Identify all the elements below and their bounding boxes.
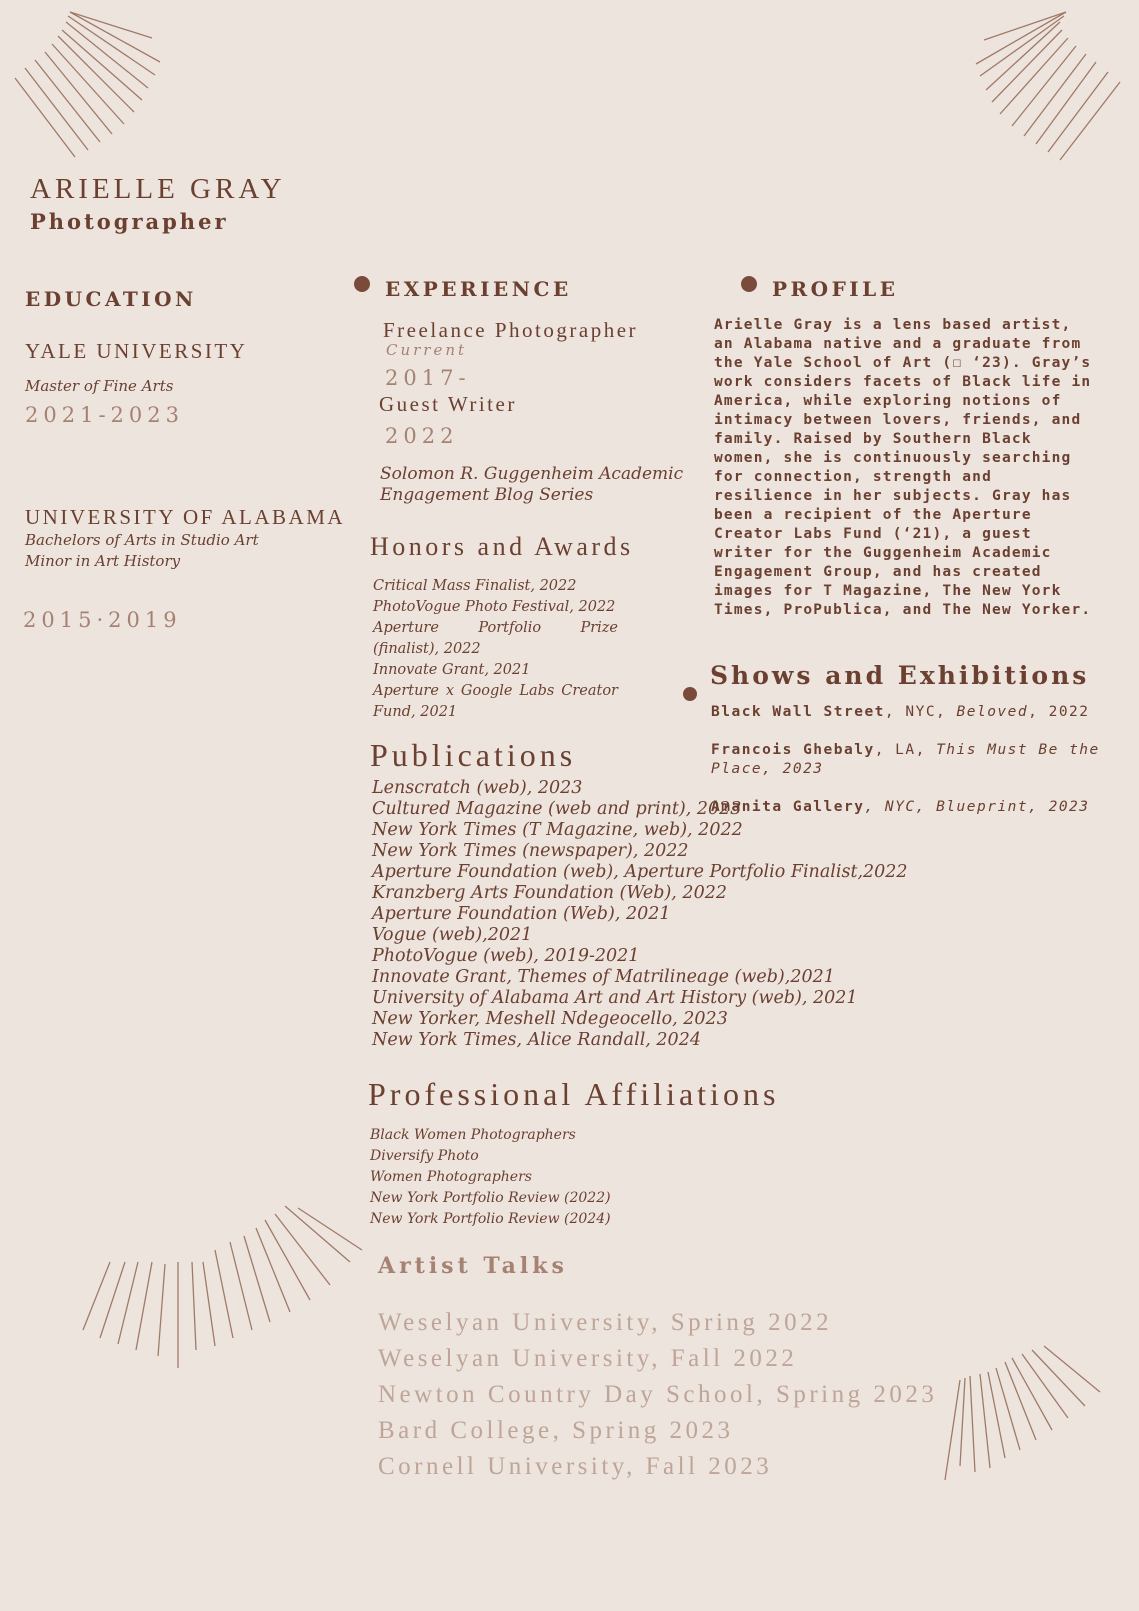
- affiliations-list: [370, 1125, 611, 1230]
- list-item: Innovate Grant, 2021: [373, 662, 531, 678]
- show-place: , LA,: [874, 742, 937, 758]
- list-item: University of Alabama Art and Art History (web), 2021: [372, 988, 858, 1008]
- shows-bullet-icon: [683, 687, 697, 701]
- profile-text: Arielle Gray is a lens based artist, an Alabama native and a graduate from the Yale School of Art (☐ ‘23). Gray’s work considers facets of Black life in America, while exploring notions of intimacy between lovers, friends, and family. Raised by Southern Black women, she is continuously searching for connection, strength and resilience in her subjects. Gray has been a recipient of the Aperture Creator Labs Fund (‘21), a guest writer for the Guggenheim Academic Engagement Group, and has created images for T Magazine, The New York Times, ProPublica, and The New Yorker.: [714, 317, 1092, 618]
- list-item: Black Women Photographers: [370, 1127, 576, 1143]
- education-heading: EDUCATION: [25, 287, 197, 311]
- list-item: Weselyan University, Spring 2022: [378, 1309, 833, 1336]
- experience-org: Solomon R. Guggenheim Academic: [380, 464, 684, 484]
- list-item: Cultured Magazine (web and print), 2023: [372, 799, 742, 819]
- show-year: , 2023: [1028, 799, 1090, 815]
- show-place: , NYC,: [864, 799, 937, 815]
- experience-role: Freelance Photographer: [383, 318, 639, 342]
- list-item: PhotoVogue Photo Festival, 2022: [373, 599, 616, 615]
- experience-role: Guest Writer: [379, 392, 517, 416]
- list-item: New York Portfolio Review (2022): [370, 1190, 611, 1206]
- education-school-name: UNIVERSITY OF ALABAMA: [25, 505, 346, 529]
- list-item: Bard College, Spring 2023: [378, 1417, 734, 1444]
- experience-years: 2017-: [385, 366, 471, 390]
- list-item: Aperture x Google Labs Creator Fund, 2021: [373, 683, 618, 720]
- list-item: Newton Country Day School, Spring 2023: [378, 1381, 938, 1408]
- list-item: New York Portfolio Review (2024): [370, 1211, 611, 1227]
- show-entry: [711, 703, 1090, 722]
- list-item: Women Photographers: [370, 1169, 532, 1185]
- list-item: Cornell University, Fall 2023: [378, 1453, 773, 1480]
- education-years: 2021-2023: [25, 403, 184, 427]
- list-item: New York Times, Alice Randall, 2024: [372, 1030, 701, 1050]
- show-entry: [711, 741, 1101, 779]
- shows-heading: Shows and Exhibitions: [710, 661, 1090, 690]
- list-item: Vogue (web),2021: [372, 925, 533, 945]
- publications-list: [372, 778, 908, 1051]
- list-item: Innovate Grant, Themes of Matrilineage (web),2021: [372, 967, 835, 987]
- experience-heading: EXPERIENCE: [385, 277, 572, 301]
- show-title: Beloved: [956, 704, 1029, 720]
- list-item: Lenscratch (web), 2023: [372, 778, 583, 798]
- list-item: Aperture Foundation (Web), 2021: [372, 904, 671, 924]
- list-item: Kranzberg Arts Foundation (Web), 2022: [372, 883, 727, 903]
- list-item: Aperture Foundation (web), Aperture Portfolio Finalist,2022: [372, 862, 908, 882]
- experience-years: 2022: [385, 424, 459, 448]
- list-item: Aperture Portfolio Prize (finalist), 2022: [373, 620, 618, 657]
- talks-list: [378, 1305, 937, 1485]
- experience-bullet-icon: [354, 276, 370, 292]
- list-item: Weselyan University, Fall 2022: [378, 1345, 798, 1372]
- education-minor: Minor in Art History: [25, 552, 181, 570]
- resume-name: ARIELLE GRAY: [30, 173, 286, 205]
- profile-bullet-icon: [741, 276, 757, 292]
- experience-org: Engagement Blog Series: [380, 485, 594, 505]
- education-years: 2015·2019: [23, 608, 182, 632]
- honors-list: [373, 576, 618, 723]
- honors-heading: Honors and Awards: [370, 532, 634, 561]
- education-school-name: YALE UNIVERSITY: [25, 339, 248, 363]
- list-item: PhotoVogue (web), 2019-2021: [372, 946, 640, 966]
- show-year: , 2022: [1028, 704, 1090, 720]
- experience-status: Current: [386, 341, 468, 359]
- list-item: New York Times (T Magazine, web), 2022: [372, 820, 743, 840]
- show-entry: [711, 798, 1090, 817]
- list-item: Diversify Photo: [370, 1148, 479, 1164]
- show-place: , NYC,: [884, 704, 957, 720]
- resume-title: Photographer: [30, 209, 229, 234]
- education-degree: Bachelors of Arts in Studio Art: [25, 531, 259, 549]
- profile-heading: PROFILE: [772, 277, 899, 301]
- show-title: This Must Be the Place: [711, 742, 1100, 777]
- publications-heading: Publications: [370, 737, 577, 773]
- show-venue: Francois Ghebaly: [711, 742, 875, 758]
- affiliations-heading: Professional Affiliations: [368, 1076, 780, 1112]
- list-item: New York Times (newspaper), 2022: [372, 841, 689, 861]
- show-year: , 2023: [762, 761, 824, 777]
- show-venue: Amanita Gallery: [711, 799, 865, 815]
- show-venue: Black Wall Street: [711, 704, 885, 720]
- list-item: New Yorker, Meshell Ndegeocello, 2023: [372, 1009, 728, 1029]
- list-item: Critical Mass Finalist, 2022: [373, 578, 577, 594]
- education-degree: Master of Fine Arts: [25, 377, 174, 395]
- show-title: Blueprint: [936, 799, 1029, 815]
- talks-heading: Artist Talks: [378, 1253, 568, 1279]
